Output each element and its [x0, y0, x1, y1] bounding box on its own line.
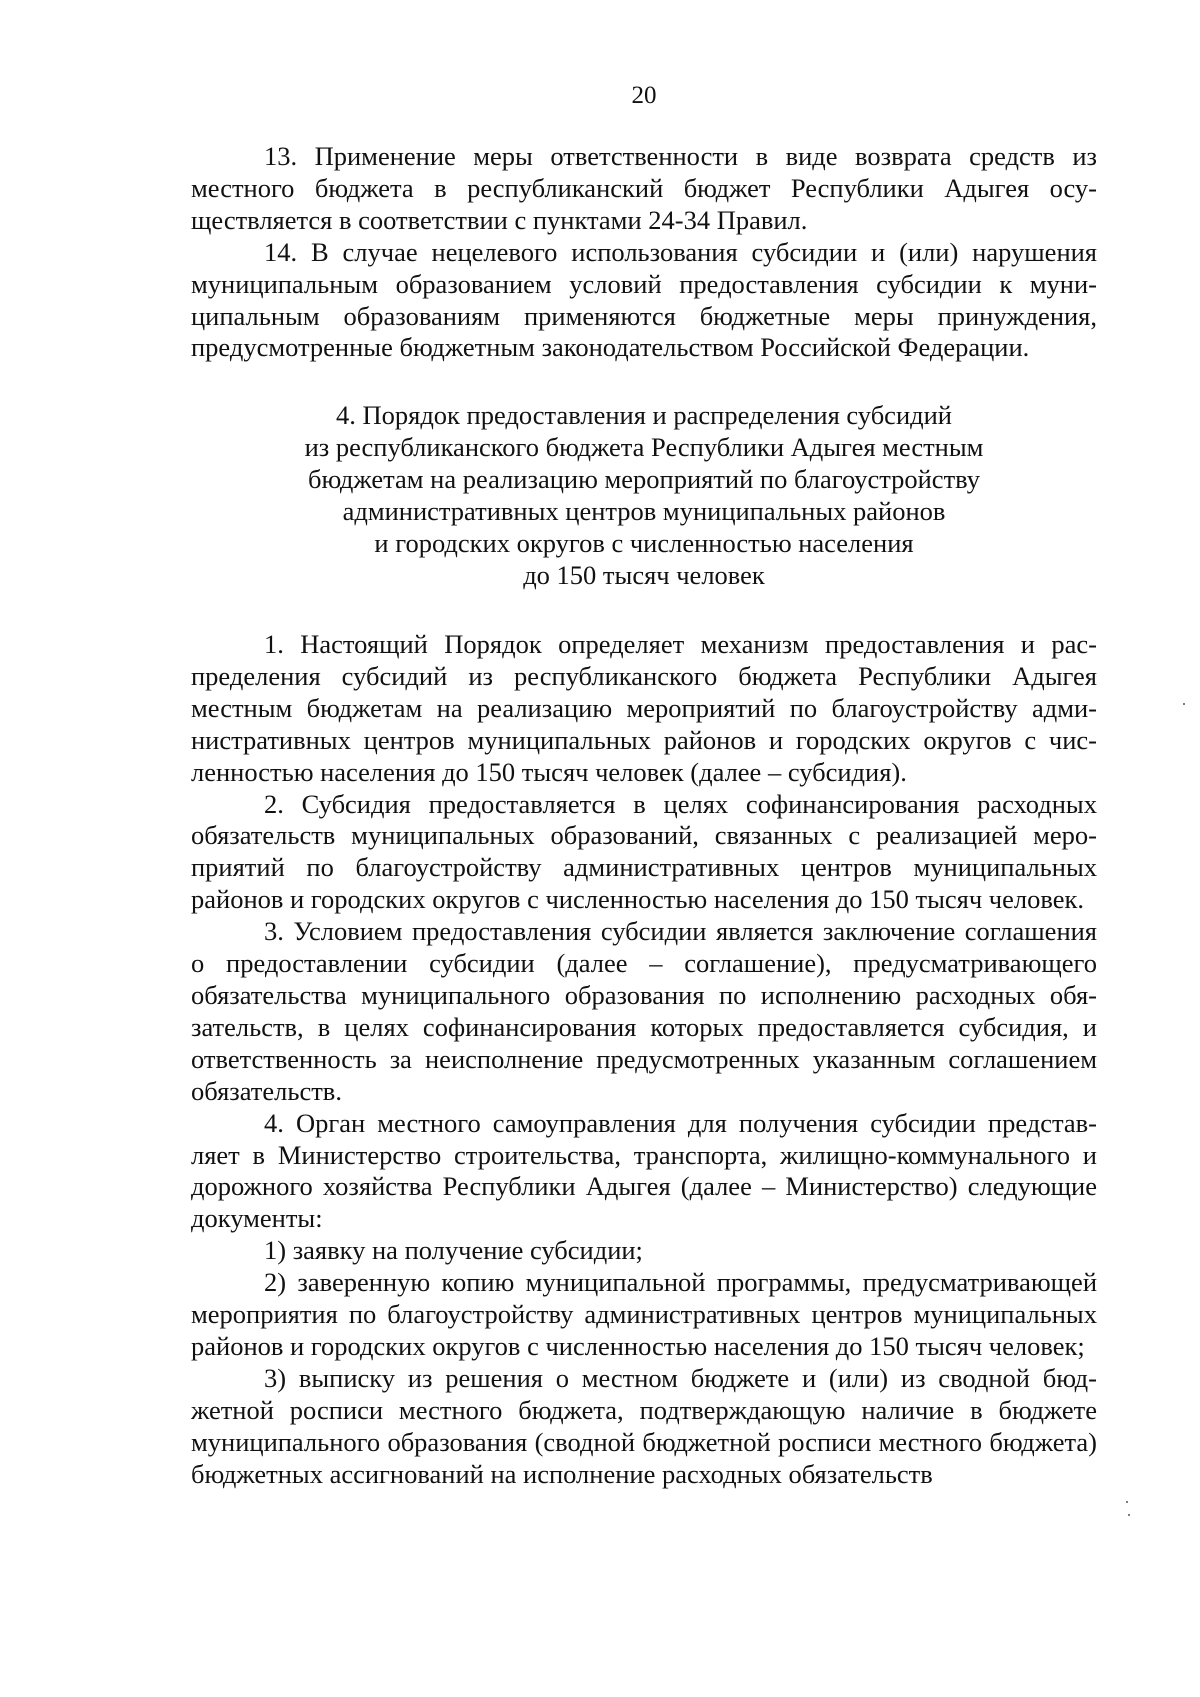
- paragraph-14: 14. В случае нецелевого использования субсидии и (или) нарушения муниципальным образованием условий предоставления субсидии к муниципальным образованиям применяются бюджетные меры принуждения, предусмотренные бюджетным законодательством Российской Федерации.: [191, 236, 1097, 363]
- heading-line: из республиканского бюджета Республики Адыгея местным: [304, 431, 984, 462]
- list-item-2: 2) заверенную копию муниципальной программы, предусматривающей мероприятия по благоустройству административных центров муниципальных районов и городских округов с численностью населения до 150 тысяч человек;: [191, 1267, 1097, 1361]
- scan-speck: [1183, 703, 1185, 705]
- heading-line: и городских округов с численностью населения: [374, 527, 914, 558]
- scan-speck: [1128, 1514, 1130, 1516]
- heading-line: бюджетам на реализацию мероприятий по благоустройству: [307, 463, 981, 494]
- scan-speck: [1126, 1501, 1128, 1503]
- heading-line: 4. Порядок предоставления и распределения субсидий: [336, 400, 952, 430]
- section-a: [191, 141, 1097, 364]
- heading-line: административных центров муниципальных районов: [342, 495, 946, 526]
- page-number: 20: [631, 82, 657, 109]
- paragraph-1: 1. Настоящий Порядок определяет механизм предоставления и распределения субсидий из республиканского бюджета Республики Адыгея местным бюджетам на реализацию мероприятий по благоустройству административных центров муниципальных районов и городских округов с численностью населения до 150 тысяч человек (далее – субсидия).: [191, 629, 1097, 787]
- heading-line: до 150 тысяч человек: [523, 559, 765, 590]
- list-item-3: 3) выписку из решения о местном бюджете и (или) из сводной бюджетной росписи местного бюджета, подтверждающую наличие в бюджете муниципального образования (сводной бюджетной росписи местного бюджета) бюджетных ассигнований на исполнение расходных обязательств: [191, 1362, 1097, 1489]
- paragraph-4: 4. Орган местного самоуправления для получения субсидии представляет в Министерство строительства, транспорта, жилищно-коммунального и дорожного хозяйства Республики Адыгея (далее – Министерство) следующие документы:: [191, 1107, 1097, 1234]
- paragraph-3: 3. Условием предоставления субсидии является заключение соглашения о предоставлении субсидии (далее – соглашение), предусматривающего обязательства муниципального образования по исполнению расходных обязательств, в целях софинансирования которых предоставляется субсидия, и ответственность за неисполнение предусмотренных указанным соглашением обязательств.: [191, 916, 1097, 1106]
- section-heading: [191, 400, 1097, 591]
- paragraph-13: 13. Применение меры ответственности в виде возврата средств из местного бюджета в республиканский бюджет Республики Адыгея осуществляется в соответствии с пунктами 24-34 Правил.: [191, 141, 1097, 235]
- list-item-1: 1) заявку на получение субсидии;: [264, 1235, 643, 1266]
- paragraph-2: 2. Субсидия предоставляется в целях софинансирования расходных обязательств муниципальных образований, связанных с реализацией мероприятий по благоустройству административных центров муниципальных районов и городских округов с численностью населения до 150 тысяч человек.: [191, 788, 1097, 915]
- section-b: [191, 629, 1097, 1490]
